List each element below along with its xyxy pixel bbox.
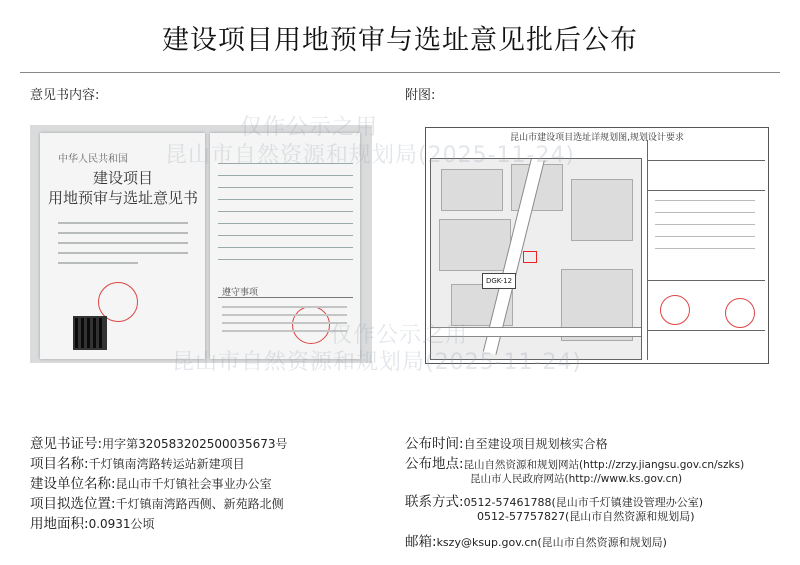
official-seal-icon: [725, 298, 755, 328]
info-value: 用字第320583202500035673号: [102, 437, 288, 451]
legend-line: [655, 248, 755, 249]
legend-line: [655, 200, 755, 201]
info-label: 邮箱:: [405, 534, 437, 550]
info-label: 公布时间:: [405, 436, 464, 452]
watermark-purpose: 仅作公示之用: [240, 115, 379, 140]
document-text-line: [222, 306, 347, 308]
info-row-project-name: [30, 452, 245, 472]
document-text-line: [222, 330, 347, 332]
legend-line: [655, 236, 755, 237]
info-value: 昆山自然资源和规划网站(http://zrzy.jiangsu.gov.cn/szks): [463, 459, 745, 471]
document-text-line: [222, 322, 347, 324]
map-sheet-title: 昆山市建设项目选址详规划图,规划设计要求: [510, 133, 684, 143]
official-seal-icon: [98, 282, 138, 322]
info-row-publish-place-2: [470, 470, 682, 486]
legend-divider: [647, 160, 765, 161]
info-value: 昆山市人民政府网站(http://www.ks.gov.cn): [470, 473, 683, 485]
info-label: 意见书证号:: [30, 436, 103, 452]
legend-line: [655, 224, 755, 225]
document-issuer: 中华人民共和国: [58, 154, 128, 165]
info-value: 0512-57461788(昆山市千灯镇建设管理办公室): [463, 496, 704, 509]
info-label: 项目拟选位置:: [30, 496, 116, 512]
map-legend-panel: [647, 140, 766, 360]
legend-divider: [647, 280, 765, 281]
info-row-publish-time: [405, 432, 608, 452]
map-block: [441, 169, 503, 211]
document-title-line1: 建设项目: [92, 169, 153, 187]
info-row-developer: [30, 472, 272, 492]
info-label: 用地面积:: [30, 516, 89, 532]
info-value: 0.0931公顷: [88, 517, 155, 531]
watermark-agency: 昆山市自然资源和规划局(2025-11-24): [172, 350, 583, 375]
info-row-land-area: [30, 512, 155, 532]
map-marker-label: DGK-12: [482, 273, 516, 289]
document-section-label: 意见书内容:: [30, 88, 100, 103]
map-block: [439, 219, 511, 271]
info-row-contact-2: [477, 508, 695, 524]
document-title: [48, 168, 198, 208]
document-text-line: [222, 314, 347, 316]
info-label: 公布地点:: [405, 456, 464, 472]
watermark-purpose: 仅作公示之用: [330, 323, 469, 348]
document-text-line: [58, 262, 138, 264]
info-value: 千灯镇南湾路西侧、新苑路北侧: [115, 497, 284, 511]
document-text-line: [58, 252, 188, 254]
info-row-publish-place: [405, 452, 744, 472]
info-row-location: [30, 492, 284, 512]
document-text-line: [58, 232, 188, 234]
legend-line: [655, 212, 755, 213]
info-label: 项目名称:: [30, 456, 89, 472]
info-value: 自至建设项目规划核实合格: [463, 437, 608, 451]
notes-heading: 遵守事项: [222, 288, 259, 298]
info-value: 千灯镇南湾路转运站新建项目: [88, 457, 245, 471]
map-block: [571, 179, 633, 241]
info-row-email: [405, 530, 667, 550]
header-divider: [20, 72, 780, 73]
document-text-line: [58, 242, 188, 244]
document-text-line: [58, 222, 188, 224]
legend-divider: [647, 330, 765, 331]
figure-section-label: 附图:: [405, 88, 436, 103]
watermark-agency: 昆山市自然资源和规划局(2025-11-24): [165, 143, 576, 168]
official-seal-icon: [660, 295, 690, 325]
info-row-permit-number: [30, 432, 288, 452]
qr-code-icon: [75, 318, 105, 348]
info-row-contact: [405, 490, 703, 510]
official-seal-icon: [292, 306, 330, 344]
info-value: kszy@ksup.gov.cn(昆山市自然资源和规划局): [436, 536, 667, 549]
page-title: 建设项目用地预审与选址意见批后公布: [162, 25, 638, 56]
info-value: 0512-57757827(昆山市自然资源和规划局): [477, 510, 695, 523]
info-value: 昆山市千灯镇社会事业办公室: [115, 477, 272, 491]
info-label: 联系方式:: [405, 494, 464, 510]
legend-divider: [647, 190, 765, 191]
site-boundary-marker: [523, 251, 537, 263]
document-title-line2: 用地预审与选址意见书: [48, 189, 199, 207]
info-label: 建设单位名称:: [30, 476, 116, 492]
